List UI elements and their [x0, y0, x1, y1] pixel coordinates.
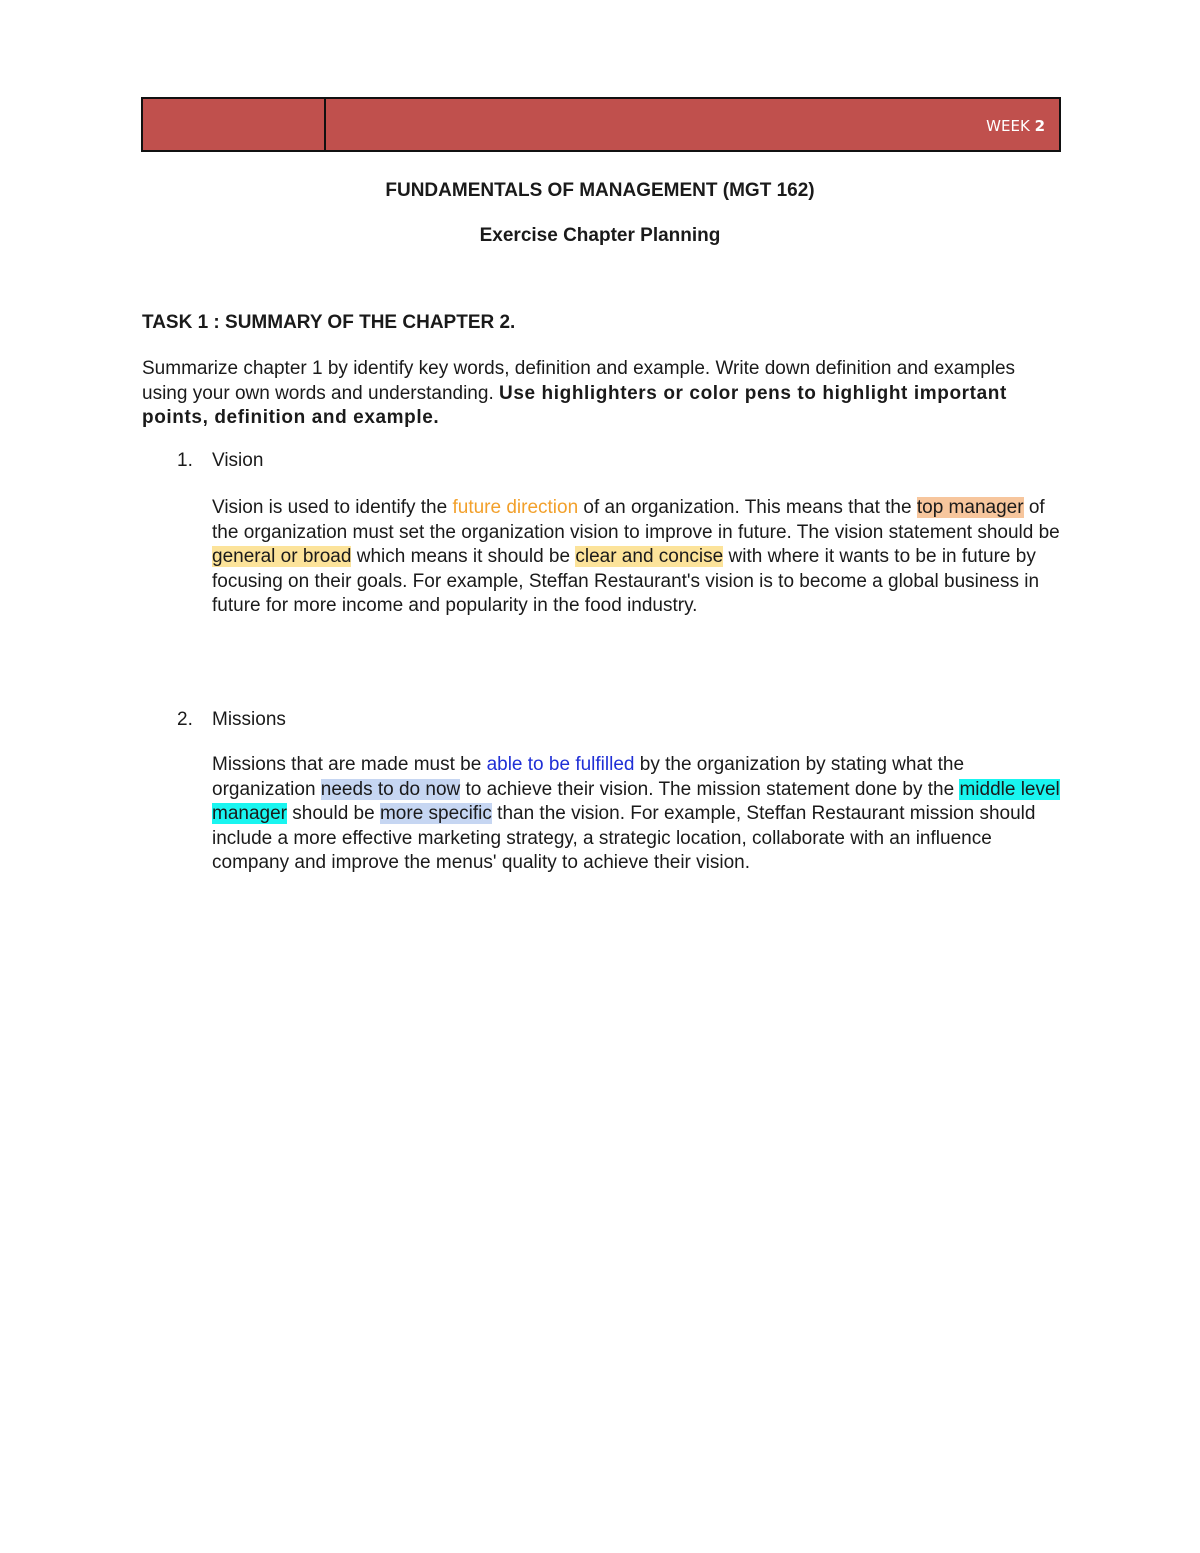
- header-band: [141, 97, 1061, 152]
- item-number: 1.: [177, 450, 193, 471]
- highlight-general-or-broad: general or broad: [212, 546, 352, 568]
- task-heading: TASK 1 : SUMMARY OF THE CHAPTER 2.: [142, 312, 516, 333]
- header-cell-left: [143, 99, 326, 150]
- document-title: FUNDAMENTALS OF MANAGEMENT (MGT 162): [385, 180, 815, 201]
- body-text: should be: [287, 803, 380, 825]
- document-subtitle: Exercise Chapter Planning: [479, 225, 721, 246]
- highlight-future-direction: future direction: [452, 497, 579, 518]
- item-title-missions: Missions: [212, 709, 286, 730]
- body-text: with where it wants to be in future by focusing on their goals. For example, Steffan Restaurant's vision is to become a global business in future for more income and popularity in the food industry.: [212, 546, 1040, 617]
- highlight-clear-and-concise: clear and concise: [575, 546, 724, 568]
- highlight-top-manager: top manager: [916, 497, 1024, 518]
- instructions-paragraph: [142, 357, 1062, 431]
- body-text: of the organization must set the organization vision to improve in future. The vision statement should be: [212, 497, 1060, 543]
- item-title-vision: Vision: [212, 450, 264, 471]
- week-label: WEEK 2: [986, 117, 1045, 135]
- item-number: 2.: [177, 709, 193, 730]
- body-text: by the organization by stating what the organization: [212, 754, 965, 800]
- body-text: than the vision. For example, Steffan Restaurant mission should include a more effective marketing strategy, a strategic location, collaborate with an influence company and improve the menus' quality to achieve their vision.: [212, 803, 1036, 874]
- body-text: Vision is used to identify the: [212, 497, 453, 518]
- instructions-emphasis: Use highlighters or color pens to highlight important points, definition and example.: [142, 382, 1007, 428]
- missions-paragraph: [212, 753, 1072, 876]
- highlight-more-specific: more specific: [379, 803, 492, 825]
- body-text: which means it should be: [351, 546, 576, 568]
- body-text: to achieve their vision. The mission statement done by the: [460, 778, 960, 800]
- body-text: Missions that are made must be: [212, 754, 487, 775]
- highlight-middle-level-manager: middle level manager: [212, 778, 1060, 825]
- instructions-text: Summarize chapter 1 by identify key words, definition and example. Write down definition and examples using your own words and understanding.: [142, 358, 1016, 404]
- highlight-needs-to-do-now: needs to do now: [320, 778, 461, 800]
- header-cell-right: [326, 99, 1059, 150]
- vision-paragraph: [212, 496, 1072, 619]
- body-text: of an organization. This means that the: [578, 497, 917, 518]
- highlight-able-to-be-fulfilled: able to be fulfilled: [486, 754, 635, 775]
